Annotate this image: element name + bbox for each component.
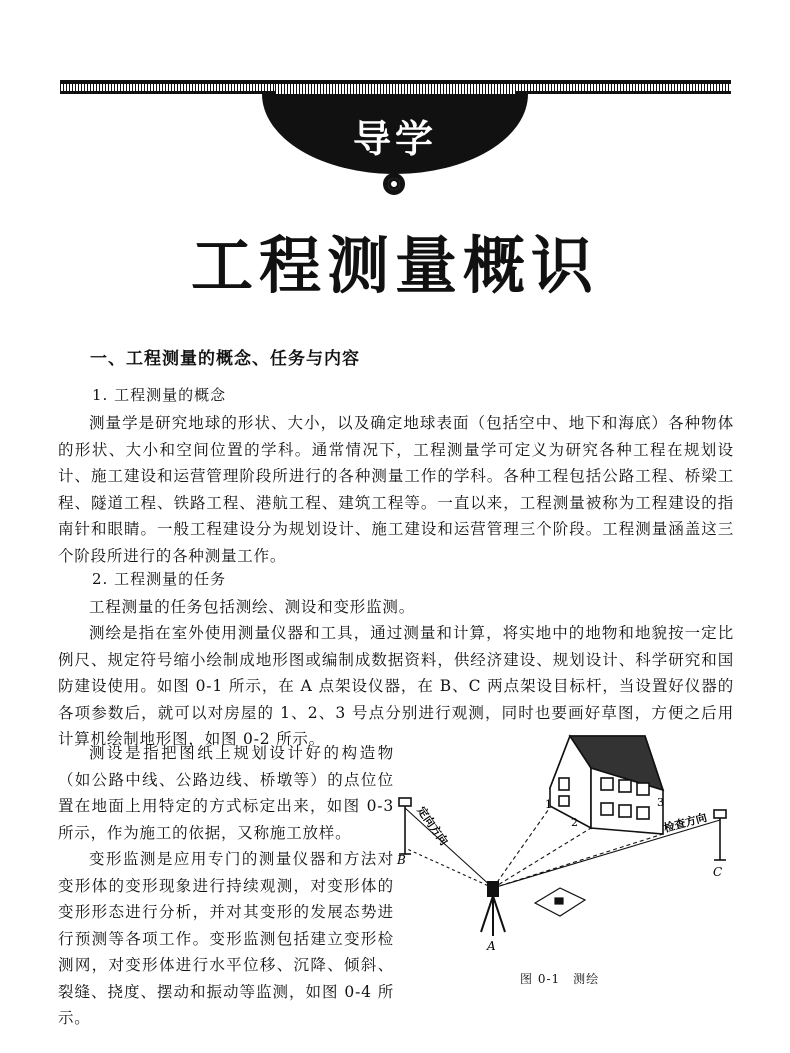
label-check-direction: 检查方向 [662, 810, 709, 835]
header-rule-middle [275, 80, 515, 94]
sketch-sheet [535, 888, 585, 916]
paragraph-surveying: 测绘是指在室外使用测量仪器和工具，通过测量和计算，将实地中的地物和地貌按一定比例尺、规定符号缩小绘制成地形图或编制成数据资料，供经济建设、规划设计、科学研究和国防建设使用。如图 0-1 所示，在 A 点架设仪器，在 B、C 两点架设目标杆，当设置好仪器的各项参数后，就可以对房屋的 1、2、3 号点分别进行观测，同时也要画好草图，方便之后用计算机绘制地形图，如图 0-2 所示。 [58, 624, 734, 748]
paragraph-setting-out: 测设是指把图纸上规划设计好的构造物（如公路中线、公路边线、桥墩等）的点位位置在地面上用特定的方式标定出来，如图 0-3 所示，作为施工的依据，又称施工放样。 [58, 744, 394, 842]
paragraph-deformation: 变形监测是应用专门的测量仪器和方法对变形体的变形现象进行持续观测，对变形体的变形形态进行分析，并对其变形的发展态势进行预测等各项工作。变形监测包括建立变形检测网，对变形体进行水平位移、沉降、倾斜、裂缝、挠度、摆动和振动等监测，如图 0-4 所示。 [58, 850, 394, 1027]
point-label-a: A [487, 939, 496, 953]
target-pole-c [714, 810, 726, 860]
tripod-instrument-icon [481, 882, 505, 936]
point-label-b: B [397, 853, 406, 867]
point-label-c: C [713, 865, 723, 879]
label-orientation-direction: 定向方向 [414, 804, 451, 848]
target-pole-b [399, 798, 411, 854]
header-rule-right [515, 80, 731, 94]
figure-caption: 图 0-1 测绘 [520, 972, 600, 986]
house-point-3: 3 [657, 796, 664, 809]
subheading-tasks: 2. 工程测量的任务 [92, 570, 227, 588]
ring-ornament-icon [383, 173, 405, 195]
house-illustration [550, 736, 663, 834]
figure-surveying [395, 728, 740, 968]
paragraph-tasks-intro: 工程测量的任务包括测绘、测设和变形监测。 [89, 598, 416, 616]
paragraph-concept: 测量学是研究地球的形状、大小，以及确定地球表面（包括空中、地下和海底）各种物体的形状、大小和空间位置的学科。通常情况下，工程测量学可定义为研究各种工程在规划设计、施工建设和运营管理阶段所进行的各种测量工作的学科。各种工程包括公路工程、桥梁工程、隧道工程、铁路工程、港航工程、建筑工程等。一直以来，工程测量被称为工程建设的指南针和眼睛。一般工程建设分为规划设计、施工建设和运营管理三个阶段。工程测量涵盖这三个阶段所进行的各种测量工作。 [58, 414, 734, 565]
house-point-2: 2 [571, 816, 578, 829]
page-title: 工程测量概识 [190, 229, 599, 302]
sight-lines [405, 806, 723, 888]
badge-label: 导学 [352, 117, 437, 161]
header-rule-left [60, 80, 275, 94]
section-heading: 一、工程测量的概念、任务与内容 [90, 349, 360, 369]
house-point-1: 1 [545, 798, 552, 811]
subheading-concept: 1. 工程测量的概念 [92, 386, 227, 404]
